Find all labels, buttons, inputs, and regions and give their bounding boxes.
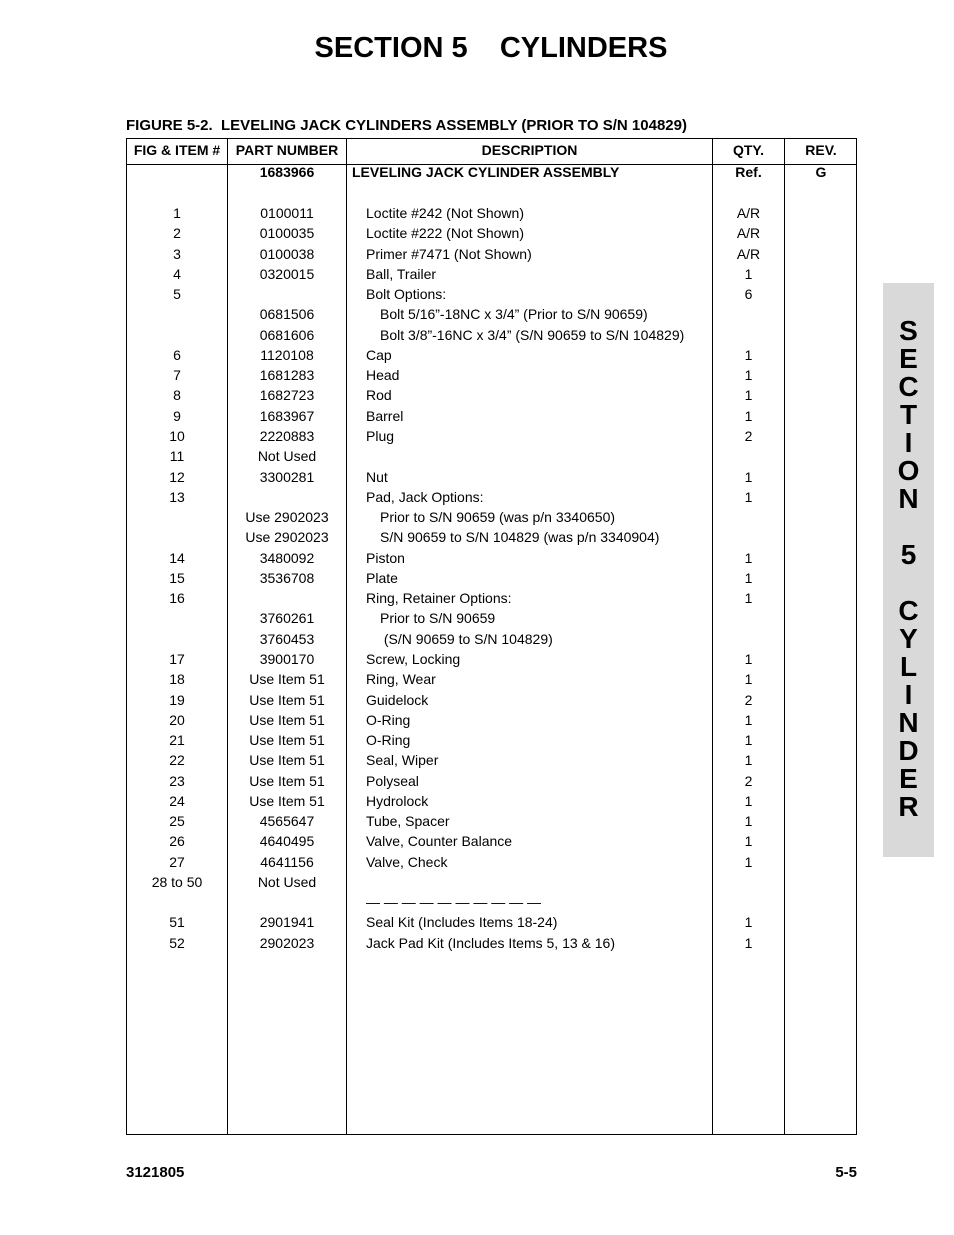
description-cell: O-Ring bbox=[366, 711, 411, 728]
table-row bbox=[127, 529, 856, 549]
part-number-cell: 3760261 bbox=[259, 610, 315, 627]
part-number-cell: 0100038 bbox=[259, 245, 315, 262]
table-row bbox=[127, 408, 856, 428]
description-cell: Piston bbox=[366, 549, 405, 566]
side-tab-letter: D bbox=[898, 735, 919, 766]
fig-item-cell: 26 bbox=[169, 833, 185, 850]
table-row bbox=[127, 550, 856, 570]
part-number-cell: 3536708 bbox=[259, 569, 315, 586]
part-number-cell: 0681606 bbox=[259, 326, 315, 343]
fig-item-cell: 21 bbox=[169, 732, 185, 748]
description-cell: Bolt 3/8”-16NC x 3/4” (S/N 90659 to S/N 104829) bbox=[380, 326, 685, 343]
fig-item-cell: 13 bbox=[169, 488, 185, 505]
table-row bbox=[127, 590, 856, 610]
part-number-cell: 1681283 bbox=[259, 367, 315, 384]
fig-item-cell: 10 bbox=[169, 428, 185, 444]
qty-cell: 1 bbox=[744, 833, 753, 850]
table-row bbox=[127, 813, 856, 833]
table-row bbox=[127, 428, 856, 448]
side-tab-letter: R bbox=[898, 791, 919, 822]
description-cell: Cap bbox=[366, 346, 392, 363]
side-tab-letter bbox=[883, 569, 934, 597]
description-cell: Loctite #242 (Not Shown) bbox=[366, 205, 524, 221]
table-row bbox=[127, 225, 856, 245]
table-row bbox=[127, 935, 856, 955]
table-row bbox=[127, 692, 856, 712]
side-tab-letter: N bbox=[898, 707, 919, 738]
fig-item-cell: 51 bbox=[169, 914, 185, 931]
part-number-cell: 2901941 bbox=[259, 914, 315, 931]
fig-item-cell: 27 bbox=[169, 853, 185, 870]
description-cell: Polyseal bbox=[366, 772, 419, 789]
table-row bbox=[127, 489, 856, 509]
side-tab-letter: E bbox=[899, 343, 918, 374]
part-number-cell: 0320015 bbox=[259, 265, 315, 282]
fig-item-cell: 7 bbox=[173, 367, 181, 384]
description-cell: Seal Kit (Includes Items 18-24) bbox=[366, 914, 558, 931]
part-number-cell: Not Used bbox=[257, 873, 317, 890]
table-row bbox=[127, 651, 856, 671]
side-tab-letter: C bbox=[898, 371, 919, 402]
table-row bbox=[127, 773, 856, 793]
header-description: DESCRIPTION bbox=[481, 142, 578, 158]
table-row bbox=[127, 894, 856, 914]
section-tab-label bbox=[883, 317, 934, 821]
part-number-cell: 2220883 bbox=[259, 428, 315, 444]
table-row bbox=[127, 914, 856, 934]
fig-item-cell: 15 bbox=[169, 569, 185, 586]
part-number-cell: 0100035 bbox=[259, 225, 315, 242]
part-number-cell: Use 2902023 bbox=[245, 529, 329, 546]
part-number-cell: 0681506 bbox=[259, 306, 315, 323]
part-number-cell: Not Used bbox=[257, 448, 317, 465]
side-tab-letter bbox=[883, 513, 934, 541]
table-row bbox=[127, 509, 856, 529]
part-number-cell: 2902023 bbox=[259, 934, 315, 951]
description-cell: — — — — — — — — — — bbox=[366, 894, 542, 911]
qty-cell: 1 bbox=[744, 488, 753, 505]
table-row bbox=[127, 732, 856, 752]
part-number-cell: Use 2902023 bbox=[245, 509, 329, 525]
part-number-cell: Use Item 51 bbox=[249, 711, 325, 728]
part-number-cell: Use Item 51 bbox=[249, 691, 325, 708]
fig-item-cell: 25 bbox=[169, 813, 185, 830]
header-rev: REV. bbox=[805, 142, 837, 158]
qty-cell: 1 bbox=[744, 387, 753, 404]
fig-item-cell: 11 bbox=[169, 448, 185, 465]
qty-cell: 2 bbox=[744, 691, 753, 708]
qty-cell: A/R bbox=[736, 205, 761, 221]
part-number-cell: 4640495 bbox=[259, 833, 315, 850]
qty-cell: 1 bbox=[744, 569, 753, 586]
qty-cell: 1 bbox=[744, 346, 753, 363]
header-part-number: PART NUMBER bbox=[235, 142, 339, 158]
description-cell: Ball, Trailer bbox=[366, 265, 437, 282]
fig-item-cell: 9 bbox=[173, 407, 181, 424]
part-number-cell: Use Item 51 bbox=[249, 792, 325, 809]
fig-item-cell: 24 bbox=[169, 792, 185, 809]
part-number-cell: 3900170 bbox=[259, 650, 315, 667]
qty-cell: A/R bbox=[736, 225, 761, 242]
page-number: 5-5 bbox=[835, 1164, 857, 1181]
description-cell: Screw, Locking bbox=[366, 650, 461, 667]
table-row bbox=[127, 752, 856, 772]
description-cell: Barrel bbox=[366, 407, 404, 424]
side-tab-letter: E bbox=[899, 763, 918, 794]
side-tab-letter: I bbox=[904, 679, 913, 710]
figure-title: FIGURE 5-2. LEVELING JACK CYLINDERS ASSEMBLY (PRIOR TO S/N 104829) bbox=[126, 117, 687, 134]
fig-item-cell: 28 to 50 bbox=[151, 873, 203, 890]
table-row bbox=[127, 631, 856, 651]
description-cell: Valve, Check bbox=[366, 853, 448, 870]
description-cell: S/N 90659 to S/N 104829 (was p/n 3340904) bbox=[380, 529, 660, 546]
table-row bbox=[127, 306, 856, 326]
table-row bbox=[127, 266, 856, 286]
part-number-cell: 1683967 bbox=[259, 407, 315, 424]
side-tab-letter: 5 bbox=[900, 539, 917, 570]
side-tab-letter: I bbox=[904, 427, 913, 458]
fig-item-cell: 19 bbox=[169, 691, 185, 708]
table-row bbox=[127, 164, 856, 184]
qty-cell: 1 bbox=[744, 732, 753, 748]
table-row bbox=[127, 854, 856, 874]
description-cell: (S/N 90659 to S/N 104829) bbox=[380, 630, 553, 647]
qty-cell: 1 bbox=[744, 914, 753, 931]
table-row bbox=[127, 387, 856, 407]
qty-cell: 1 bbox=[744, 934, 753, 951]
part-number-cell: 1682723 bbox=[259, 387, 315, 404]
fig-item-cell: 6 bbox=[173, 346, 181, 363]
description-cell: Plug bbox=[366, 428, 395, 444]
document-number: 3121805 bbox=[126, 1164, 185, 1181]
side-tab-letter: O bbox=[897, 455, 920, 486]
description-cell: Guidelock bbox=[366, 691, 429, 708]
part-number-cell: Use Item 51 bbox=[249, 752, 325, 769]
table-row bbox=[127, 246, 856, 266]
side-tab-letter: S bbox=[899, 315, 918, 346]
part-number-cell: Use Item 51 bbox=[249, 732, 325, 748]
qty-cell: A/R bbox=[736, 245, 761, 262]
parts-table bbox=[126, 138, 857, 1135]
table-row bbox=[127, 327, 856, 347]
table-row bbox=[127, 570, 856, 590]
description-cell: Primer #7471 (Not Shown) bbox=[366, 245, 532, 262]
qty-cell: 1 bbox=[744, 853, 753, 870]
section-side-tab bbox=[883, 283, 934, 857]
table-row bbox=[127, 671, 856, 691]
description-cell: Plate bbox=[366, 569, 398, 586]
header-qty: QTY. bbox=[732, 142, 765, 158]
table-row bbox=[127, 347, 856, 367]
description-cell: Jack Pad Kit (Includes Items 5, 13 & 16) bbox=[366, 934, 616, 951]
side-tab-letter: C bbox=[898, 595, 919, 626]
table-row bbox=[127, 874, 856, 894]
table-row bbox=[127, 367, 856, 387]
part-number-cell: 1683966 bbox=[259, 164, 315, 180]
description-cell: Ring, Retainer Options: bbox=[366, 590, 512, 607]
fig-item-cell: 16 bbox=[169, 590, 185, 607]
description-cell: LEVELING JACK CYLINDER ASSEMBLY bbox=[352, 164, 620, 180]
qty-cell: 1 bbox=[744, 468, 753, 485]
table-row bbox=[127, 448, 856, 468]
qty-cell: 1 bbox=[744, 752, 753, 769]
description-cell: Head bbox=[366, 367, 400, 384]
fig-item-cell: 14 bbox=[169, 549, 185, 566]
description-cell: Nut bbox=[366, 468, 388, 485]
part-number-cell: 3480092 bbox=[259, 549, 315, 566]
description-cell: Bolt Options: bbox=[366, 286, 447, 303]
part-number-cell: 3300281 bbox=[259, 468, 315, 485]
qty-cell: 1 bbox=[744, 265, 753, 282]
fig-item-cell: 22 bbox=[169, 752, 185, 769]
description-cell: Prior to S/N 90659 bbox=[380, 610, 496, 627]
description-cell: Ring, Wear bbox=[366, 671, 436, 688]
fig-item-cell: 4 bbox=[173, 265, 181, 282]
description-cell: O-Ring bbox=[366, 732, 411, 748]
qty-cell: 2 bbox=[744, 428, 753, 444]
side-tab-letter: Y bbox=[899, 623, 918, 654]
table-row bbox=[127, 833, 856, 853]
description-cell: Pad, Jack Options: bbox=[366, 488, 484, 505]
side-tab-letter: T bbox=[899, 399, 918, 430]
part-number-cell: Use Item 51 bbox=[249, 671, 325, 688]
fig-item-cell: 2 bbox=[173, 225, 181, 242]
table-row bbox=[127, 286, 856, 306]
qty-cell: 1 bbox=[744, 367, 753, 384]
description-cell: Rod bbox=[366, 387, 392, 404]
table-row bbox=[127, 712, 856, 732]
fig-item-cell: 23 bbox=[169, 772, 185, 789]
part-number-cell: 1120108 bbox=[260, 346, 314, 363]
qty-cell: 6 bbox=[744, 286, 753, 303]
fig-item-cell: 18 bbox=[169, 671, 185, 688]
qty-cell: 1 bbox=[744, 813, 753, 830]
fig-item-cell: 3 bbox=[173, 245, 181, 262]
fig-item-cell: 20 bbox=[169, 711, 185, 728]
qty-cell: 1 bbox=[744, 792, 753, 809]
qty-cell: 2 bbox=[744, 772, 753, 789]
fig-item-cell: 8 bbox=[173, 387, 181, 404]
fig-item-cell: 12 bbox=[169, 468, 185, 485]
table-row bbox=[127, 610, 856, 630]
side-tab-letter: L bbox=[899, 651, 918, 682]
side-tab-letter: N bbox=[898, 483, 919, 514]
qty-cell: 1 bbox=[744, 407, 753, 424]
qty-cell: 1 bbox=[744, 650, 753, 667]
table-row bbox=[127, 793, 856, 813]
fig-item-cell: 1 bbox=[173, 205, 181, 221]
part-number-cell: 3760453 bbox=[259, 630, 315, 647]
section-title: SECTION 5 CYLINDERS bbox=[314, 32, 668, 64]
qty-cell: 1 bbox=[744, 671, 753, 688]
description-cell: Tube, Spacer bbox=[366, 813, 450, 830]
fig-item-cell: 52 bbox=[169, 934, 185, 951]
fig-item-cell: 17 bbox=[169, 650, 185, 667]
part-number-cell: 0100011 bbox=[260, 205, 314, 221]
qty-cell: 1 bbox=[744, 711, 753, 728]
qty-cell: Ref. bbox=[735, 164, 762, 180]
qty-cell: 1 bbox=[744, 549, 753, 566]
description-cell: Prior to S/N 90659 (was p/n 3340650) bbox=[380, 509, 616, 525]
table-row bbox=[127, 205, 856, 225]
description-cell: Hydrolock bbox=[366, 792, 429, 809]
part-number-cell: Use Item 51 bbox=[249, 772, 325, 789]
part-number-cell: 4565647 bbox=[259, 813, 315, 830]
fig-item-cell: 5 bbox=[173, 286, 181, 303]
qty-cell: 1 bbox=[744, 590, 753, 607]
description-cell: Valve, Counter Balance bbox=[366, 833, 513, 850]
rev-cell: G bbox=[815, 164, 827, 180]
part-number-cell: 4641156 bbox=[260, 853, 314, 870]
description-cell: Bolt 5/16”-18NC x 3/4” (Prior to S/N 90659) bbox=[380, 306, 648, 323]
description-cell: Seal, Wiper bbox=[366, 752, 439, 769]
table-row bbox=[127, 469, 856, 489]
description-cell: Loctite #222 (Not Shown) bbox=[366, 225, 524, 242]
header-fig-item: FIG & ITEM # bbox=[133, 142, 221, 158]
